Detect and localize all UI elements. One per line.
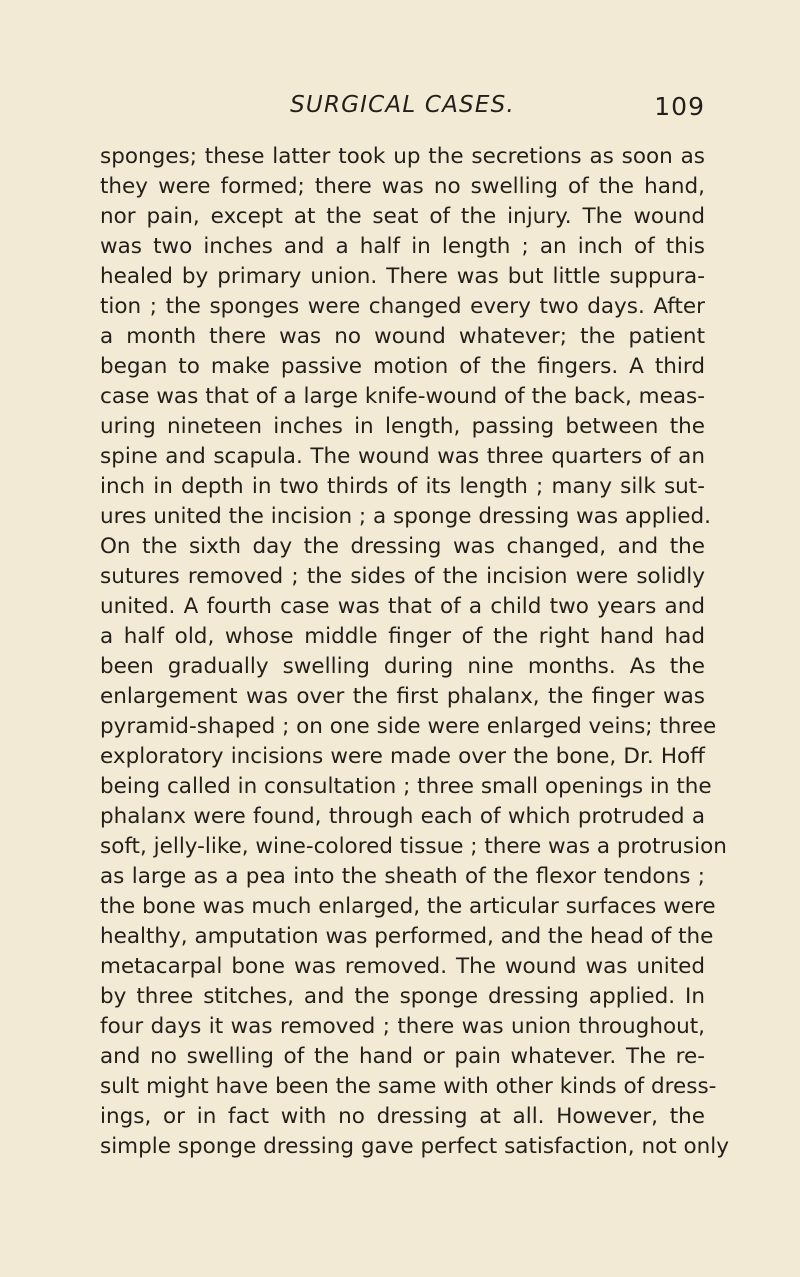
text-line: began to make passive motion of the fingers. A third bbox=[100, 354, 705, 379]
running-header bbox=[100, 92, 705, 132]
text-line: sult might have been the same with other kinds of dress- bbox=[100, 1074, 717, 1099]
text-line: On the sixth day the dressing was changed, and the bbox=[100, 534, 705, 559]
text-line: healed by primary union. There was but little suppura- bbox=[100, 264, 705, 289]
text-line: and no swelling of the hand or pain whatever. The re- bbox=[100, 1044, 705, 1069]
page-number: 109 bbox=[654, 92, 705, 121]
running-title: SURGICAL CASES. bbox=[290, 92, 515, 118]
text-line: was two inches and a half in length ; an inch of this bbox=[100, 234, 705, 259]
text-line: phalanx were found, through each of which protruded a bbox=[100, 804, 705, 829]
text-line: by three stitches, and the sponge dressing applied. In bbox=[100, 984, 705, 1009]
body-text bbox=[100, 142, 729, 1162]
text-line: soft, jelly-like, wine-colored tissue ; there was a protrusion bbox=[100, 834, 727, 859]
text-line: four days it was removed ; there was union throughout, bbox=[100, 1014, 705, 1039]
text-line: nor pain, except at the seat of the injury. The wound bbox=[100, 204, 705, 229]
text-line: pyramid-shaped ; on one side were enlarged veins; three bbox=[100, 714, 717, 739]
text-line: the bone was much enlarged, the articular surfaces were bbox=[100, 894, 716, 919]
text-line: metacarpal bone was removed. The wound was united bbox=[100, 954, 705, 979]
text-line: healthy, amputation was performed, and the head of the bbox=[100, 924, 714, 949]
text-line: spine and scapula. The wound was three quarters of an bbox=[100, 444, 705, 469]
text-line: they were formed; there was no swelling of the hand, bbox=[100, 174, 705, 199]
text-line: inch in depth in two thirds of its length ; many silk sut- bbox=[100, 474, 705, 499]
text-line: sponges; these latter took up the secretions as soon as bbox=[100, 144, 705, 169]
text-line: case was that of a large knife-wound of the back, meas- bbox=[100, 384, 705, 409]
text-line: simple sponge dressing gave perfect satisfaction, not only bbox=[100, 1134, 729, 1159]
text-line: tion ; the sponges were changed every two days. After bbox=[100, 294, 705, 319]
text-line: being called in consultation ; three small openings in the bbox=[100, 774, 712, 799]
text-line: a month there was no wound whatever; the patient bbox=[100, 324, 705, 349]
text-line: exploratory incisions were made over the bone, Dr. Hoff bbox=[100, 744, 705, 769]
text-line: uring nineteen inches in length, passing between the bbox=[100, 414, 705, 439]
text-line: been gradually swelling during nine months. As the bbox=[100, 654, 705, 679]
text-line: a half old, whose middle finger of the right hand had bbox=[100, 624, 705, 649]
text-line: ures united the incision ; a sponge dressing was applied. bbox=[100, 504, 711, 529]
text-line: ings, or in fact with no dressing at all. However, the bbox=[100, 1104, 705, 1129]
text-line: united. A fourth case was that of a child two years and bbox=[100, 594, 705, 619]
text-line: enlargement was over the first phalanx, the finger was bbox=[100, 684, 705, 709]
text-line: as large as a pea into the sheath of the flexor tendons ; bbox=[100, 864, 705, 889]
text-line: sutures removed ; the sides of the incision were solidly bbox=[100, 564, 705, 589]
